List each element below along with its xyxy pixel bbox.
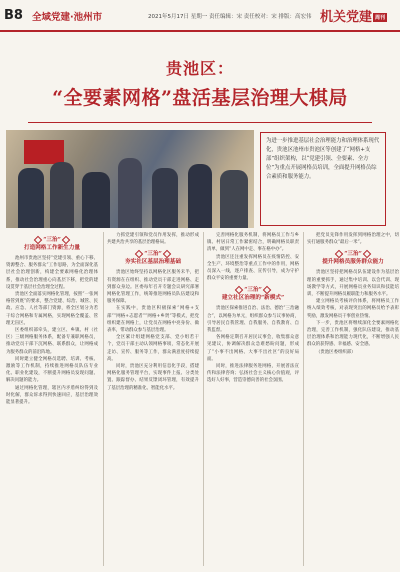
headline-kicker: 贵池区：: [165, 59, 234, 78]
subheading-mark: “三治”: [43, 237, 61, 243]
diamond-icon: [263, 286, 271, 294]
brand-name: 机关党建: [320, 10, 373, 25]
paragraph: 区委组织部牵头，建立区、乡镇、村（社区）三级网格服务体系，配备专兼职网格员，推动党员干部下沉网格、联系群众，让网格成为服务群众的前沿阵地。: [6, 328, 98, 355]
paragraph: 下一步，贵池区将继续深化全要素网格化治理，完善工作机制，强化队伍建设，推动基层治理体系和治理能力现代化，不断增强人民群众的获得感、幸福感、安全感。: [307, 320, 399, 348]
paragraph: 同时建立健全网格员选聘、培训、考核、激励等工作机制，持续推进网格员队伍专业化、职业化建设，不断提升网格员发现问题、解决问题的能力。: [6, 356, 98, 384]
paragraph: 各网格定期召开居民议事会，收集群众意见建议，协调解决群众急难愁盼问题，形成了“小事不出网格、大事不出社区”的良好局面。: [207, 335, 299, 362]
diamond-icon: [363, 250, 371, 258]
subheading-title: 建立社区治理的“新模式”: [221, 295, 285, 302]
subheading: [207, 286, 299, 302]
paragraph: 贵池区坚持把网格员队伍建设作为基层治理的重要抓手，通过集中培训、以会代训、现场教学等方式，开展网格员业务知识和技能培训，不断提升网格员履职能力和服务水平。: [307, 270, 399, 298]
diamond-icon: [135, 250, 143, 258]
photo-person: [188, 164, 212, 228]
headline-title: “全要素网格”盘活基层治理大棋局: [52, 87, 348, 109]
column-divider: [203, 232, 204, 566]
brand-logo: [320, 6, 387, 25]
diamond-icon: [163, 250, 171, 258]
subheading-mark: “三治”: [244, 287, 262, 294]
diamond-icon: [335, 250, 343, 258]
subheading: [107, 250, 199, 266]
paragraph: 全区累计组建网格党支部、党小组若干个，党员干部主动认领网格事项，常态化开展走访、宣传、服务等工作，群众满意度持续提高。: [107, 335, 199, 362]
paragraph: 完善网格化服务机制，将网格员工作与乡镇、村居日常工作紧密结合，明确网格员职责清单，做到“人在网中走、事在格中办”。: [207, 233, 299, 253]
diamond-icon: [34, 235, 42, 243]
section-title: 全域党建·池州市: [32, 12, 103, 23]
paragraph: （贵池区委组织部）: [316, 349, 356, 355]
paragraph: 贵池区全面落实网格化管理，按照“一张网格管到底”的要求，整合党建、综治、城管、民政、应急、人社等部门资源，将全区划分为若干综合网格和专属网格，实现网格全覆盖、管理无盲区。: [6, 292, 98, 326]
page-number: B8: [4, 8, 23, 23]
paragraph: 贵池区还注重发挥网格员在疫情防控、安全生产、环境整治等重点工作中的作用，网格员深入一线，逐户排查、宣传引导，成为守护群众平安的重要力量。: [207, 254, 299, 282]
paragraph: 力抓党建引领和党员作用发挥，推动形成共建共治共享的基层治理格局。: [107, 233, 199, 246]
article-headline: [40, 56, 360, 110]
photo-person: [220, 170, 248, 228]
paragraph: 在实践中，贵池区积极探索“网格+支部”“网格+志愿者”“网格+乡贤”等模式，把党组织建在网格上，让党员在网格中亮身份、做表率，带动群众参与基层治理。: [107, 306, 199, 334]
paragraph: 池州市贵池区坚持“党建引领、重心下移、资源整合、服务群众”工作思路，为全面深化基层社会治理创新，构建全要素网格化治理体系，推动社会治理重心向基层下移，把党的建设贯穿于基层社会治理全过程。: [6, 256, 98, 290]
photo-person: [82, 172, 110, 228]
paragraph: 贵池区探索推进自治、法治、德治“三治融合”，以网格为单元，组织群众参与议事协商，引导居民自我管理、自我服务、自我教育、自我监督。: [207, 306, 299, 334]
subheading-title: 打造网格工作新生力量: [24, 245, 80, 251]
issue-date: 2021年5月17日 星期一 责任编辑：宋 责任校对：宋 排版：高宏伟: [148, 14, 312, 20]
paragraph: 通过网格化管理，辖区内矛盾纠纷得到及时化解，群众诉求得到快速回应，基层治理效能显著提升。: [6, 385, 98, 406]
subheading-title: 提升网格员服务群众能力: [322, 259, 384, 266]
title-divider: [28, 122, 372, 123]
photo-person: [18, 168, 44, 228]
column-divider: [303, 232, 304, 566]
photo-person: [118, 158, 142, 228]
photo-caption: 为进一步推进基层社会治理能力和治理体系现代化，贵池区池州市贵池区等创建了“网格+支部”组织架构，以“党建引领、全要素、全方位”为重点开展网格员培训，全面提升网格员综合素质和服务能力。: [260, 132, 386, 226]
subheading-title: 夯实社区基层治理基础: [125, 259, 181, 266]
paragraph: 贵池区始终坚持以网格化区服务未半，把有资源在在组织、推动党员干部走进网格、走到群众身边。区委每年召开专题会议研究部署网格化管理工作，统筹推进网格员队伍建设和服务保障。: [107, 270, 199, 305]
paragraph: 建立网格员考核评价体系，将网格员工作纳入绩效考核，对表现突出的网格员给予表彰奖励，激发网格员干事创业热情。: [307, 299, 399, 319]
paragraph: 把党员先锋作用发挥到网格治理之中，切实打通服务群众“最后一米”。: [307, 233, 399, 246]
article-column-2: [107, 232, 199, 566]
news-photo: [6, 130, 254, 228]
photo-person: [152, 168, 178, 228]
photo-person: [50, 162, 74, 228]
diamond-icon: [235, 286, 243, 294]
subheading: [307, 250, 399, 266]
photo-flag: [24, 140, 64, 164]
brand-chip: 周刊: [375, 15, 386, 21]
article-column-3: [207, 232, 299, 566]
subheading: [6, 236, 98, 252]
column-divider: [103, 232, 104, 566]
article-column-4: [307, 232, 399, 566]
paragraph: 同时，推进法律服务进网格，开展普法宣传和法律咨询；弘扬社会主义核心价值观，评选好人好事，营造崇德向善的社会氛围。: [207, 364, 299, 384]
subheading-mark: “三治”: [144, 251, 162, 258]
masthead: [0, 0, 400, 32]
diamond-icon: [62, 235, 70, 243]
subheading-mark: “三治”: [344, 251, 362, 258]
article-column-1: [6, 232, 98, 566]
paragraph: 同时，贵池区充分利用信息化手段，搭建网格化服务管理平台，实现事件上报、分类处置、跟踪督办、结果反馈闭环管理，有效提升了基层治理的精准化、智能化水平。: [107, 364, 199, 391]
